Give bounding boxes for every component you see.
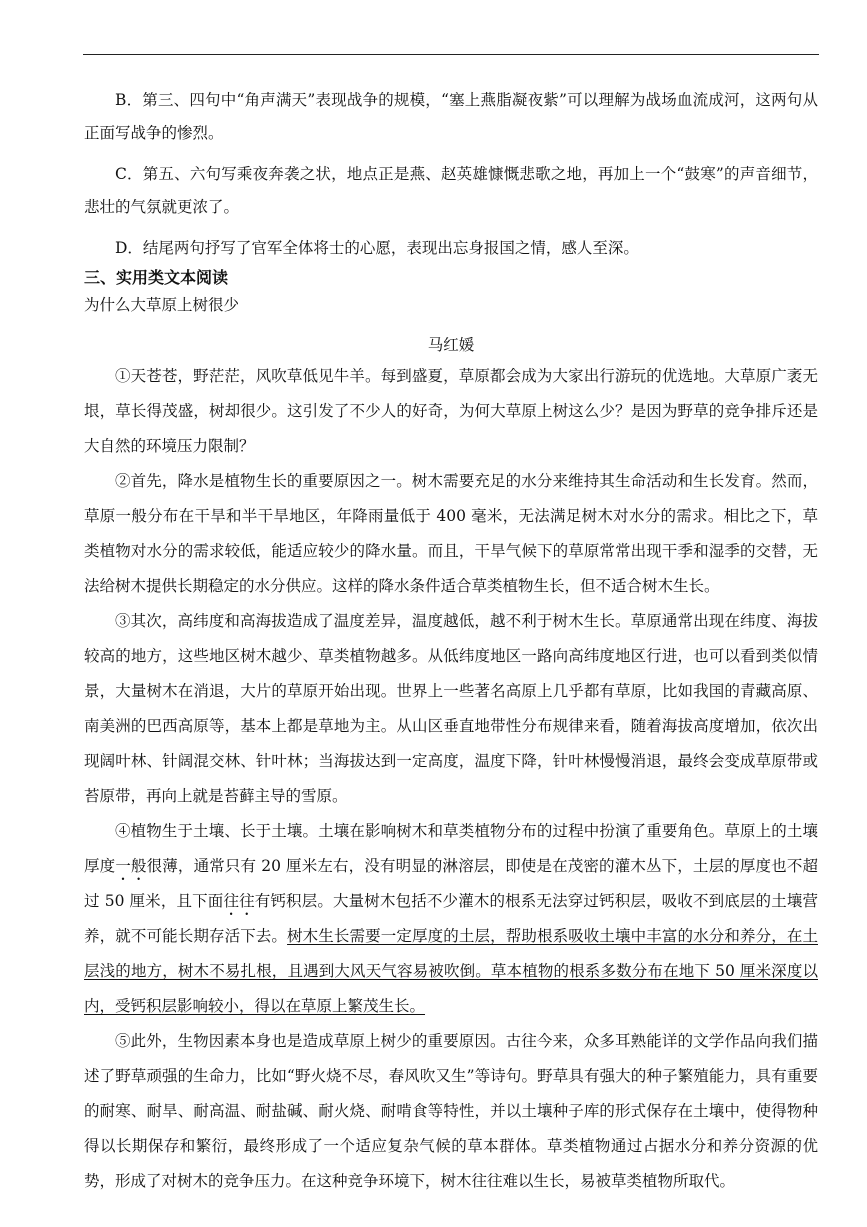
paragraph-4-text-3: 有钙积层。大量树木包括不少灌木的根系无法穿过钙积层，吸收不到底层的土壤营养，就不可能长期存活下去。 <box>84 892 818 945</box>
option-b: B．第三、四句中“角声满天”表现战争的规模，“塞上燕脂凝夜紫”可以理解为战场血流成河，这两句从正面写战争的惨烈。 <box>84 91 818 142</box>
paragraph-4 <box>84 814 818 1024</box>
paragraph-4-text-2: 很薄，通常只有 20 厘米左右，没有明显的淋溶层，即使是在茂密的灌木丛下，土层的厚度也不超过 50 厘米，且下面 <box>84 857 818 910</box>
article-title: 为什么大草原上树很少 <box>84 296 240 314</box>
paragraph-4-text-1: ④植物生于土壤、长于土壤。土壤在影响树木和草类植物分布的过程中扮演了重要角色。草原上的土壤厚度 <box>84 822 818 875</box>
emphasis-dotted-word-1: 一般 <box>115 857 147 875</box>
underlined-sentence: 树木生长需要一定厚度的土层，帮助根系吸收土壤中丰富的水分和养分，在土层浅的地方，树木不易扎根，且遇到大风天气容易被吹倒。草本植物的根系多数分布在地下 50 厘米深度以内，受钙积层影响较小，得以在草原上繁茂生长。 <box>84 927 818 1015</box>
section-title: 三、实用类文本阅读 <box>84 268 229 287</box>
paragraph-1: ①天苍苍，野茫茫，风吹草低见牛羊。每到盛夏，草原都会成为大家出行游玩的优选地。大草原广袤无垠，草长得茂盛，树却很少。这引发了不少人的好奇，为何大草原上树这么少？是因为野草的竞争排斥还是大自然的环境压力限制？ <box>84 367 818 455</box>
paragraph-3: ③其次，高纬度和高海拔造成了温度差异，温度越低，越不利于树木生长。草原通常出现在纬度、海拔较高的地方，这些地区树木越少、草类植物越多。从低纬度地区一路向高纬度地区行进，也可以看到类似情景，大量树木在消退，大片的草原开始出现。世界上一些著名高原上几乎都有草原，比如我国的青藏高原、南美洲的巴西高原等，基本上都是草地为主。从山区垂直地带性分布规律来看，随着海拔高度增加，依次出现阔叶林、针阔混交林、针叶林；当海拔达到一定高度，温度下降，针叶林慢慢消退，最终会变成草原带或苔原带，再向上就是苔藓主导的雪原。 <box>84 612 818 805</box>
option-d: D．结尾两句抒写了官军全体将士的心愿，表现出忘身报国之情，感人至深。 <box>115 239 639 257</box>
emphasis-dotted-word-2: 往往 <box>223 892 255 910</box>
paragraph-5: ⑤此外，生物因素本身也是造成草原上树少的重要原因。古往今来，众多耳熟能详的文学作品向我们描述了野草顽强的生命力，比如“野火烧不尽，春风吹又生”等诗句。野草具有强大的种子繁殖能力，具有重要的耐寒、耐旱、耐高温、耐盐碱、耐火烧、耐啃食等特性，并以土壤种子库的形式保存在土壤中，使得物种得以长期保存和繁衍，最终形成了一个适应复杂气候的草本群体。草类植物通过占据水分和养分资源的优势，形成了对树木的竞争压力。在这种竞争环境下，树木往往难以生长，易被草类植物所取代。 <box>84 1032 818 1190</box>
document-body <box>84 84 818 1199</box>
article-author: 马红媛 <box>427 336 475 354</box>
option-c: C．第五、六句写乘夜奔袭之状，地点正是燕、赵英雄慷慨悲歌之地，再加上一个“鼓寒”的声音细节，悲壮的气氛就更浓了。 <box>84 165 818 216</box>
paragraph-2: ②首先，降水是植物生长的重要原因之一。树木需要充足的水分来维持其生命活动和生长发育。然而，草原一般分布在干旱和半干旱地区，年降雨量低于 400 毫米，无法满足树木对水分的需求。相比之下，草类植物对水分的需求较低，能适应较少的降水量。而且，干旱气候下的草原常常出现干季和湿季的交替，无法给树木提供长期稳定的水分供应。这样的降水条件适合草类植物生长，但不适合树木生长。 <box>84 472 818 595</box>
header-rule <box>83 54 819 55</box>
